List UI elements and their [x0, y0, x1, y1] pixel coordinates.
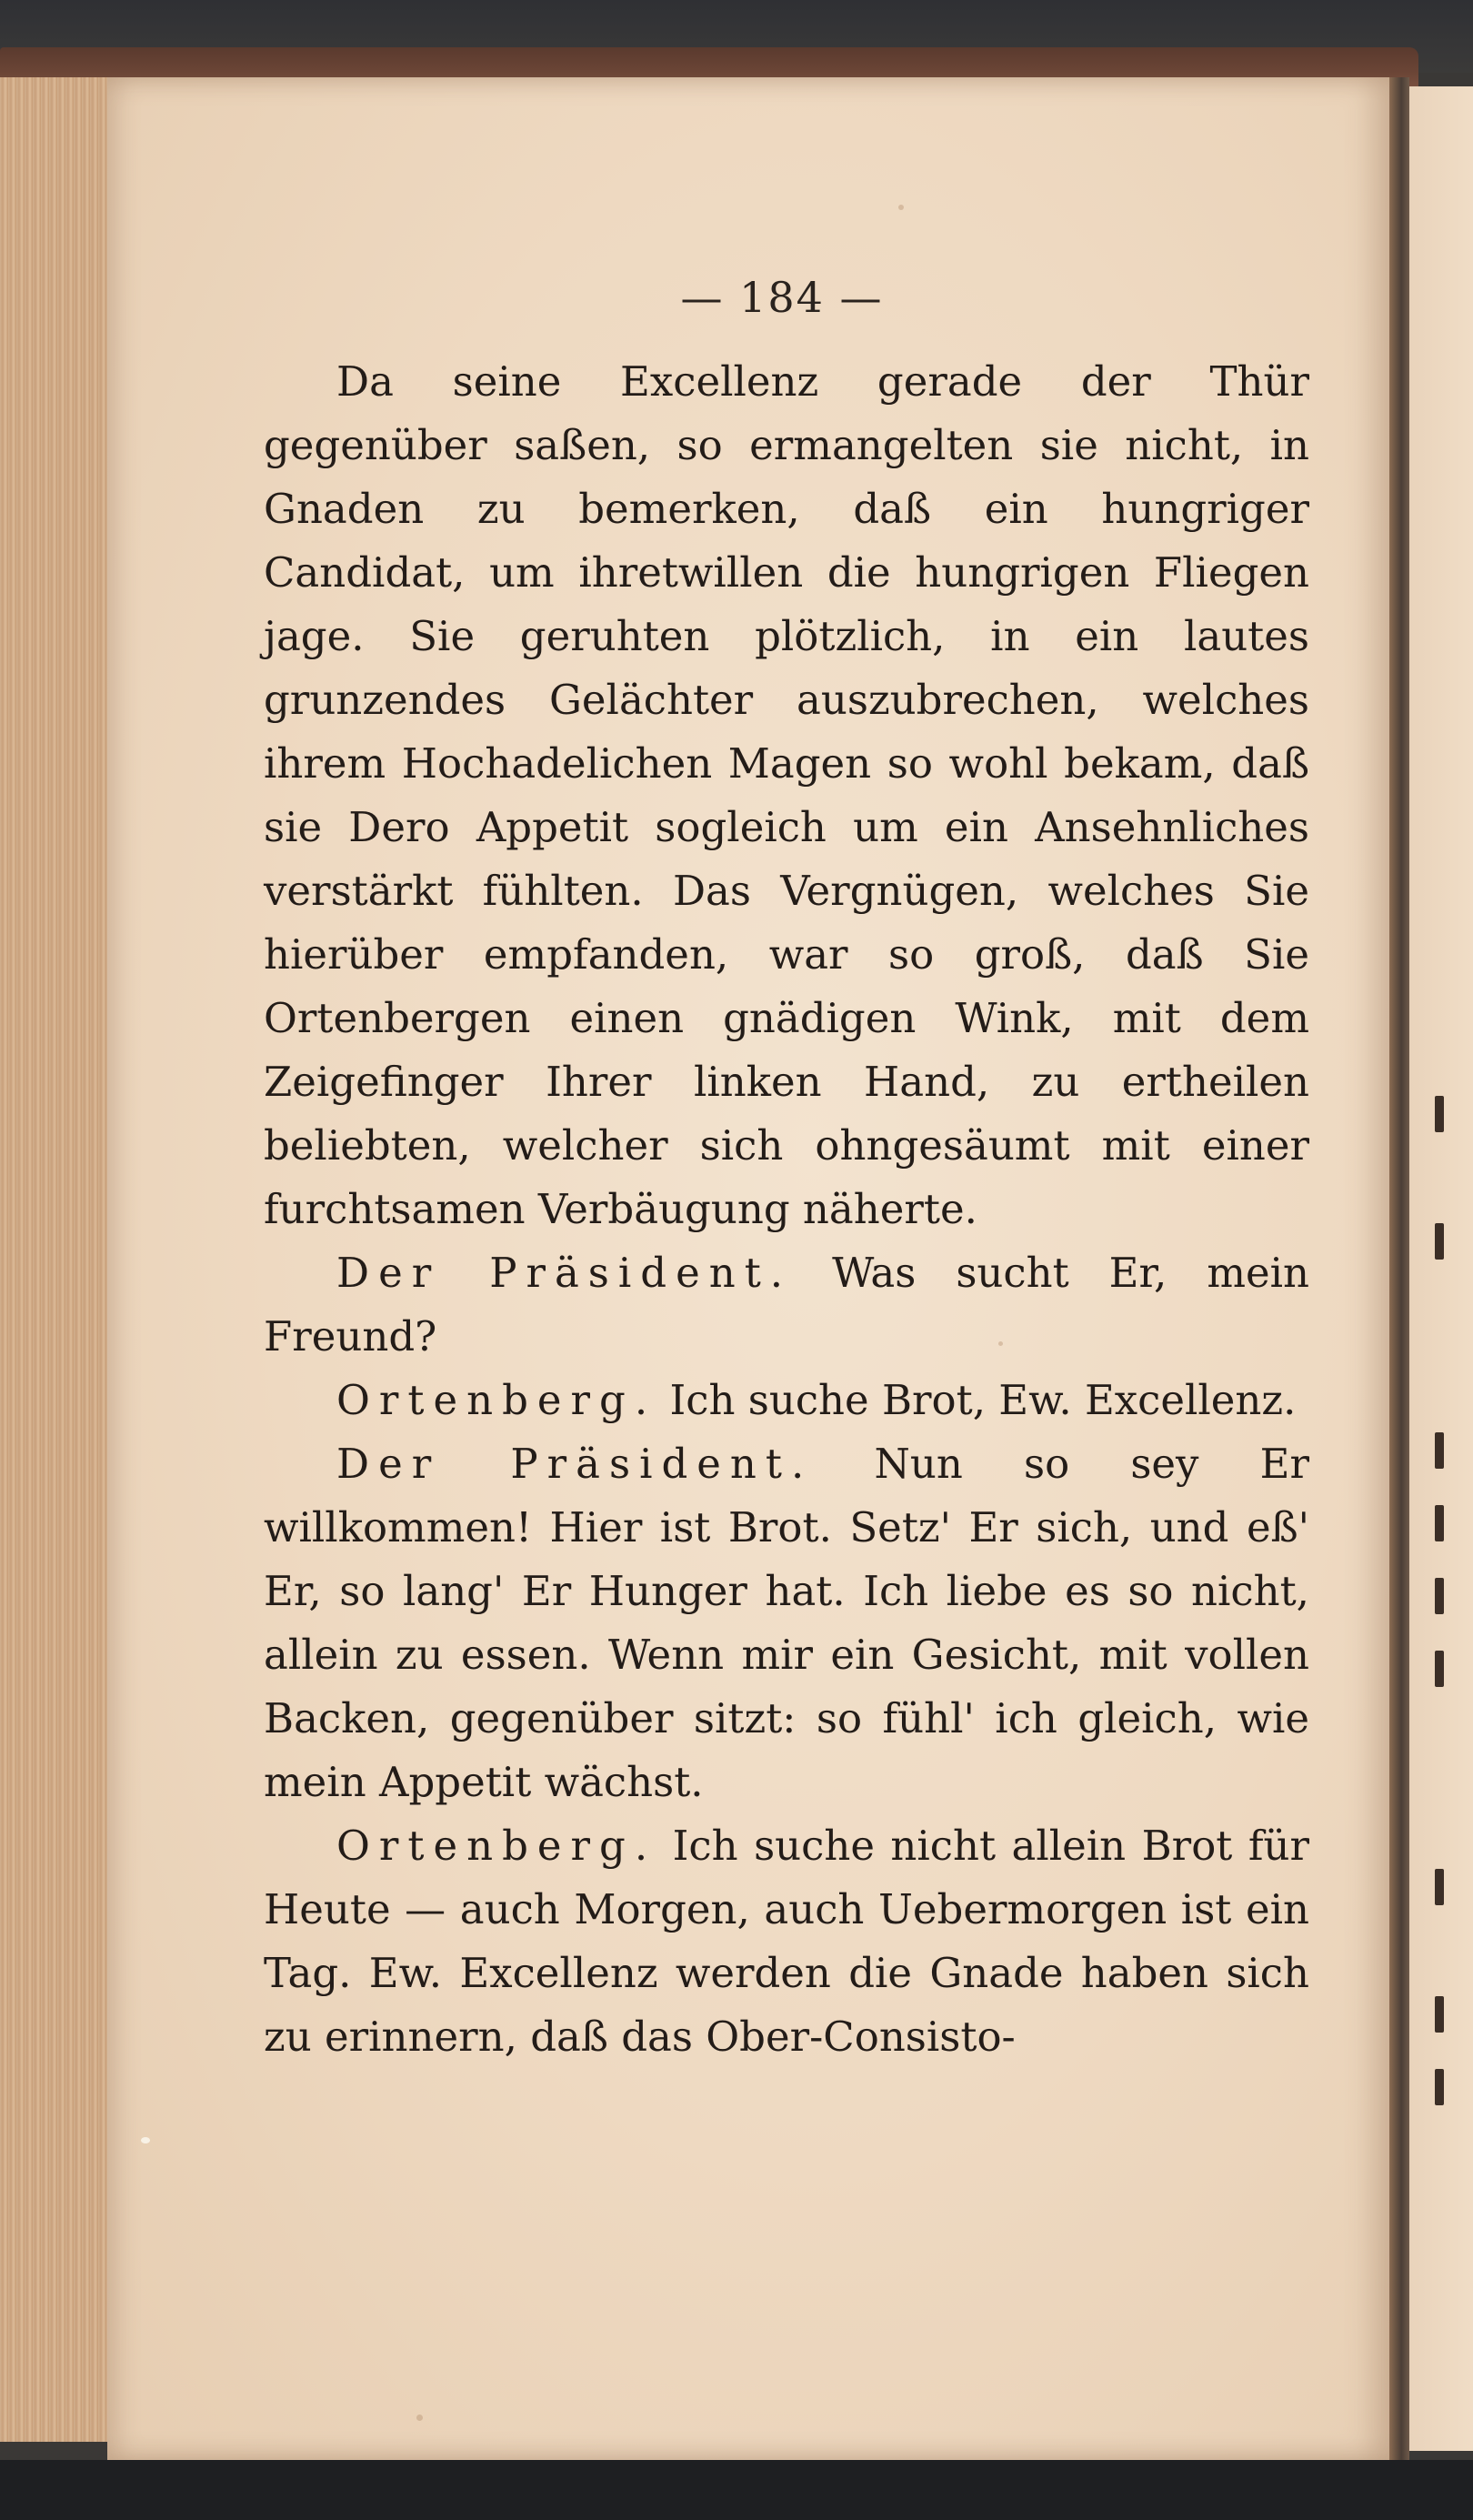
speaker-name: Der Präsident.: [336, 1440, 814, 1488]
dialogue-text: Nun so sey Er willkommen! Hier ist Brot. Setz' Er sich, und eß' Er, so lang' Er Hunger hat. Ich liebe es so nicht, allein zu essen. Wenn mir ein Gesicht, mit vollen Backen, gegenüber sitzt: so fühl' ich gleich, wie mein Appetit wächst.: [264, 1440, 1309, 1806]
adjacent-text-fragment: [1435, 1651, 1444, 1687]
adjacent-text-fragment: [1435, 1096, 1444, 1132]
adjacent-text-fragment: [1435, 1996, 1444, 2033]
speaker-name: Der Präsident.: [336, 1249, 793, 1297]
dialogue-paragraph: [264, 1814, 1309, 2069]
page-edges: [0, 77, 112, 2442]
dialogue-text: Ich suche nicht allein Brot für Heute — auch Morgen, auch Uebermorgen ist ein Tag. Ew. Excellenz werden die Gnade haben sich zu erinnern, daß das Ober-Consisto-: [264, 1822, 1309, 2061]
speaker-name: Ortenberg.: [336, 1822, 657, 1870]
paragraph: [264, 350, 1309, 1241]
paper-stain: [416, 2415, 423, 2421]
adjacent-text-fragment: [1435, 1223, 1444, 1260]
adjacent-text-fragment: [1435, 1869, 1444, 1905]
adjacent-text-fragment: [1435, 1505, 1444, 1541]
dialogue-text: Ich suche Brot, Ew. Excellenz.: [669, 1376, 1297, 1424]
dialogue-text: Was sucht Er, mein Freund?: [264, 1249, 1310, 1360]
paper-stain: [141, 2137, 150, 2144]
dialogue-paragraph: [264, 1241, 1309, 1369]
speaker-name: Ortenberg.: [336, 1376, 657, 1424]
paragraph-text: Da seine Excellenz gerade der Thür gegenüber saßen, so ermangelten sie nicht, in Gnaden zu bemerken, daß ein hungriger Candidat, um ihretwillen die hungrigen Fliegen jage. Sie geruhten plötzlich, in ein lautes grunzendes Gelächter auszubrechen, welches ihrem Hochadelichen Magen so wohl bekam, daß sie Dero Appetit sogleich um ein Ansehnliches verstärkt fühlten. Das Vergnügen, welches Sie hierüber empfanden, war so groß, daß Sie Ortenbergen einen gnädigen Wink, mit dem Zeigefinger Ihrer linken Hand, zu ertheilen beliebten, welcher sich ohngesäumt mit einer furchtsamen Verbäugung näherte.: [264, 357, 1309, 1233]
adjacent-text-fragment: [1435, 2069, 1444, 2105]
dialogue-paragraph: [264, 1369, 1309, 1432]
book-gutter: [1389, 77, 1409, 2460]
paper-stain: [898, 205, 904, 210]
adjacent-text-fragment: [1435, 1432, 1444, 1469]
adjacent-text-fragment: [1435, 1578, 1444, 1614]
page-number: — 184 —: [680, 273, 884, 322]
dialogue-paragraph: [264, 1432, 1309, 1814]
adjacent-page: [1409, 86, 1473, 2451]
page-text: [264, 350, 1309, 2069]
background-bottom: [0, 2460, 1473, 2520]
